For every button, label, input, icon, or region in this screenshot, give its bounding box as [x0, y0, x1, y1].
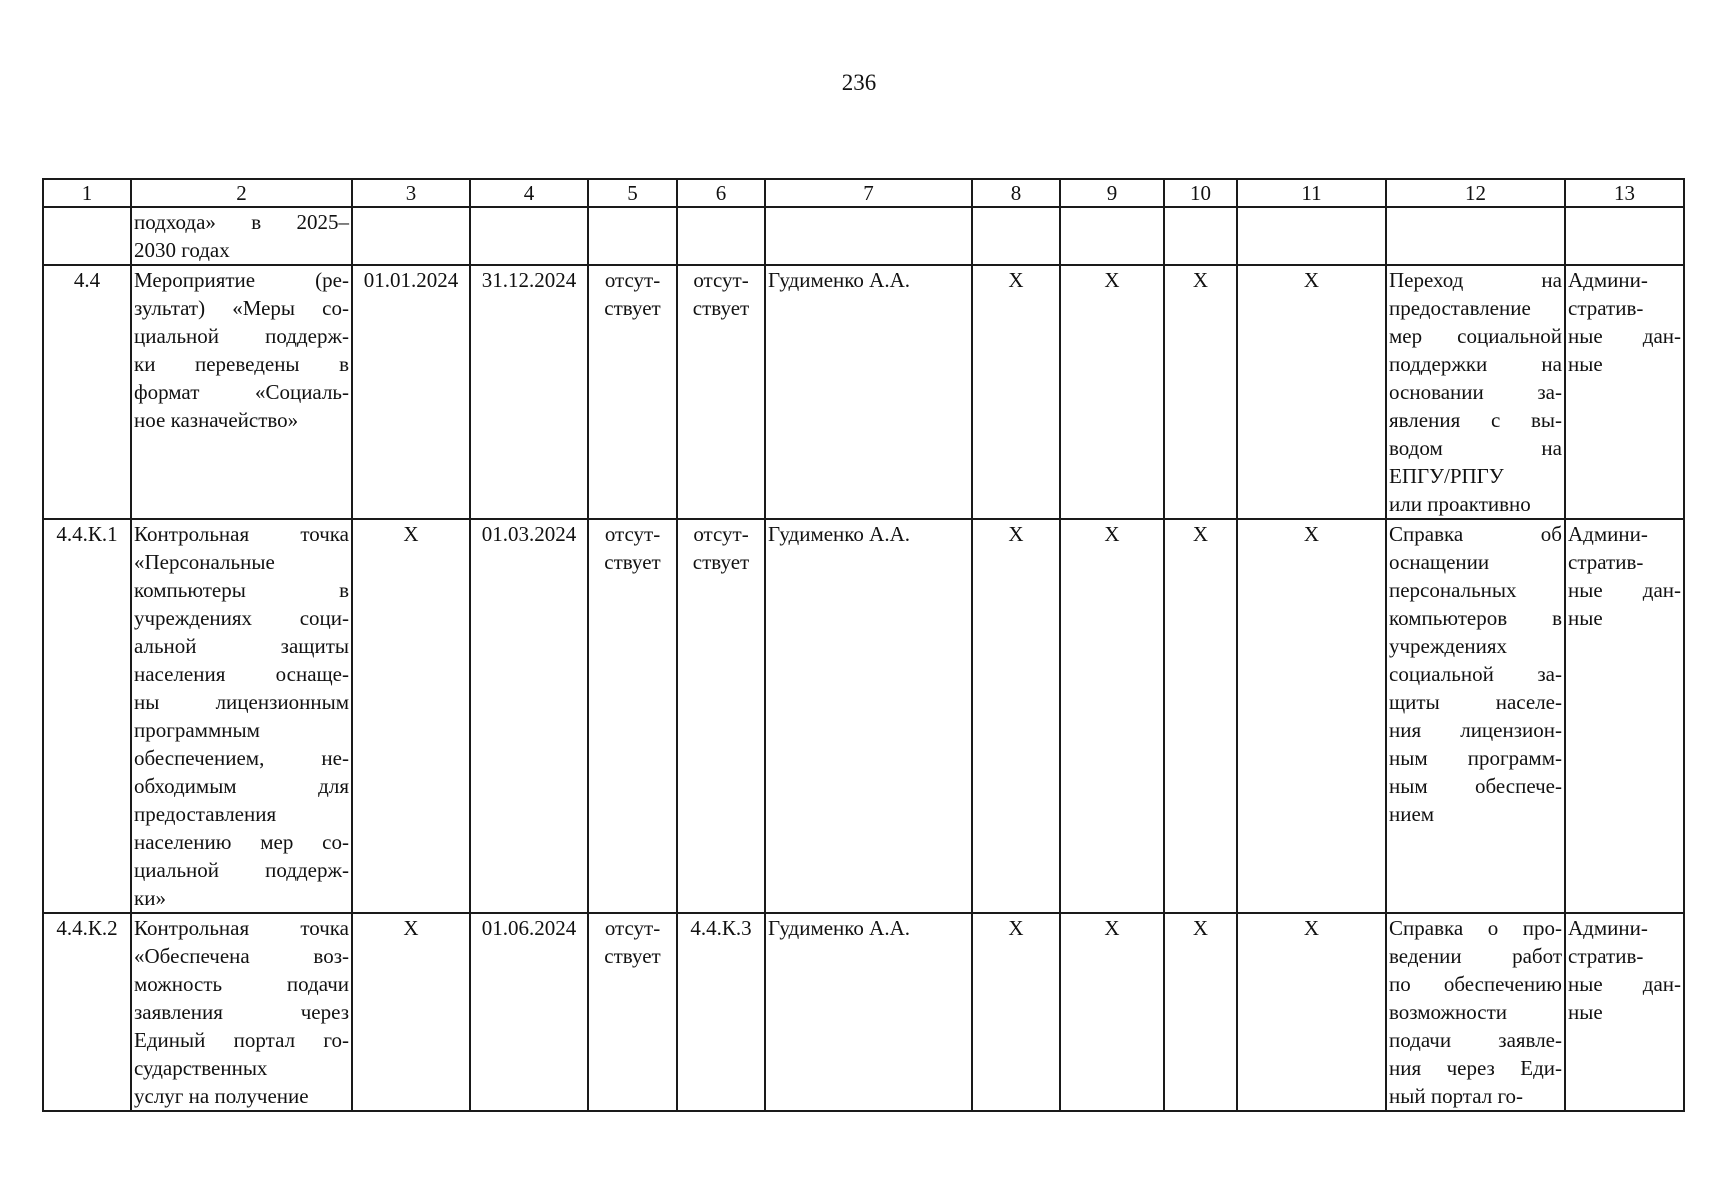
- responsible: Гудименко А.А.: [765, 913, 972, 1111]
- cell-line: компьютеров в: [1389, 606, 1562, 630]
- start-date: [352, 207, 470, 265]
- cell-line: основании за-: [1389, 380, 1562, 404]
- col-11: [1237, 207, 1386, 265]
- cell-line: подачи заявле-: [1389, 1028, 1562, 1052]
- cell-line: населения оснаще-: [134, 662, 349, 686]
- cell-line: ЕПГУ/РПГУ: [1389, 464, 1504, 488]
- measure-name: [131, 265, 352, 519]
- header-cell-10: 10: [1164, 179, 1237, 207]
- col-10: [1164, 207, 1237, 265]
- end-date: 01.03.2024: [470, 519, 588, 913]
- cell-line: водом на: [1389, 436, 1562, 460]
- cell-line: Контрольная точка: [134, 522, 349, 546]
- cell-line: циальной поддерж-: [134, 858, 349, 882]
- col-8: X: [972, 519, 1060, 913]
- cell-line: ным обеспече-: [1389, 774, 1562, 798]
- col-9: X: [1060, 519, 1164, 913]
- cell-line: поддержки на: [1389, 352, 1562, 376]
- cell-line: ствует: [692, 550, 750, 574]
- cell-line: Админи-: [1568, 522, 1648, 546]
- cell-line: предоставление: [1389, 296, 1531, 320]
- cell-line: Мероприятие (ре-: [134, 268, 349, 292]
- data-source: [1565, 265, 1684, 519]
- responsible: Гудименко А.А.: [765, 265, 972, 519]
- cell-line: ния через Еди-: [1389, 1056, 1562, 1080]
- col-8: [972, 207, 1060, 265]
- col-10: X: [1164, 265, 1237, 519]
- cell-line: населению мер со-: [134, 830, 349, 854]
- row-id: 4.4.К.2: [43, 913, 131, 1111]
- header-cell-3: 3: [352, 179, 470, 207]
- cell-line: предоставления: [134, 802, 277, 826]
- successor: 4.4.К.3: [677, 913, 765, 1111]
- cell-line: ный портал го-: [1389, 1084, 1524, 1108]
- cell-line: ные: [1568, 1000, 1603, 1024]
- col-10: X: [1164, 519, 1237, 913]
- cell-line: «Персональные: [134, 550, 275, 574]
- predecessor: [588, 519, 677, 913]
- predecessor: [588, 913, 677, 1111]
- cell-line: возможности: [1389, 1000, 1508, 1024]
- measure-name: [131, 207, 352, 265]
- successor: [677, 207, 765, 265]
- cell-line: социальной за-: [1389, 662, 1562, 686]
- header-row: [43, 179, 1684, 207]
- cell-line: ния лицензион-: [1389, 718, 1562, 742]
- table-row: [43, 265, 1684, 519]
- cell-line: Админи-: [1568, 916, 1648, 940]
- start-date: X: [352, 519, 470, 913]
- cell-line: персональных: [1389, 578, 1517, 602]
- cell-line: учреждениях: [1389, 634, 1508, 658]
- header-cell-6: 6: [677, 179, 765, 207]
- cell-line: ные дан-: [1568, 578, 1681, 602]
- start-date: X: [352, 913, 470, 1111]
- data-source: [1565, 207, 1684, 265]
- table-row: [43, 207, 1684, 265]
- row-id: 4.4.К.1: [43, 519, 131, 913]
- col-9: X: [1060, 913, 1164, 1111]
- cell-line: программным: [134, 718, 260, 742]
- header-cell-11: 11: [1237, 179, 1386, 207]
- cell-line: Контрольная точка: [134, 916, 349, 940]
- cell-line: отсут-: [604, 268, 661, 292]
- start-date: 01.01.2024: [352, 265, 470, 519]
- cell-line: стратив-: [1568, 550, 1644, 574]
- end-date: 31.12.2024: [470, 265, 588, 519]
- cell-line: компьютеры в: [134, 578, 349, 602]
- cell-line: ствует: [692, 296, 750, 320]
- header-cell-9: 9: [1060, 179, 1164, 207]
- row-id: 4.4: [43, 265, 131, 519]
- cell-line: альной защиты: [134, 634, 349, 658]
- cell-line: щиты населе-: [1389, 690, 1562, 714]
- table-row: [43, 519, 1684, 913]
- header-cell-8: 8: [972, 179, 1060, 207]
- header-cell-13: 13: [1565, 179, 1684, 207]
- result-description: [1386, 913, 1565, 1111]
- cell-line: 2030 годах: [134, 238, 230, 262]
- cell-line: ствует: [604, 550, 661, 574]
- cell-line: зультат) «Меры со-: [134, 296, 349, 320]
- cell-line: ное казначейство»: [134, 408, 299, 432]
- header-cell-5: 5: [588, 179, 677, 207]
- result-description: [1386, 265, 1565, 519]
- cell-line: услуг на получение: [134, 1084, 309, 1108]
- result-description: [1386, 207, 1565, 265]
- col-8: X: [972, 913, 1060, 1111]
- cell-line: ные: [1568, 352, 1603, 376]
- cell-line: ным программ-: [1389, 746, 1562, 770]
- col-8: X: [972, 265, 1060, 519]
- successor: [677, 265, 765, 519]
- cell-line: заявления через: [134, 1000, 349, 1024]
- page-number: 236: [841, 70, 877, 95]
- cell-line: отсут-: [604, 522, 661, 546]
- col-9: X: [1060, 265, 1164, 519]
- cell-line: отсут-: [693, 522, 749, 546]
- cell-line: подхода» в 2025–: [134, 210, 349, 234]
- data-source: [1565, 913, 1684, 1111]
- result-description: [1386, 519, 1565, 913]
- row-id: [43, 207, 131, 265]
- cell-line: ки переведены в: [134, 352, 349, 376]
- cell-line: сударственных: [134, 1056, 268, 1080]
- cell-line: Единый портал го-: [134, 1028, 349, 1052]
- data-source: [1565, 519, 1684, 913]
- cell-line: Справка о про-: [1389, 916, 1562, 940]
- cell-line: отсут-: [604, 916, 661, 940]
- cell-line: нием: [1389, 802, 1435, 826]
- table-row: [43, 913, 1684, 1111]
- cell-line: стратив-: [1568, 296, 1644, 320]
- cell-line: отсут-: [693, 268, 749, 292]
- header-cell-1: 1: [43, 179, 131, 207]
- cell-line: ны лицензионным: [134, 690, 349, 714]
- cell-line: обходимым для: [134, 774, 349, 798]
- table-body: [43, 179, 1684, 1111]
- cell-line: учреждениях соци-: [134, 606, 349, 630]
- cell-line: ствует: [604, 944, 661, 968]
- col-10: X: [1164, 913, 1237, 1111]
- cell-line: или проактивно: [1389, 492, 1531, 516]
- responsible: Гудименко А.А.: [765, 519, 972, 913]
- cell-line: Админи-: [1568, 268, 1648, 292]
- predecessor: [588, 207, 677, 265]
- col-9: [1060, 207, 1164, 265]
- cell-line: оснащении: [1389, 550, 1490, 574]
- cell-line: ведении работ: [1389, 944, 1562, 968]
- cell-line: по обеспечению: [1389, 972, 1562, 996]
- col-11: X: [1237, 265, 1386, 519]
- measures-table: [42, 178, 1685, 1112]
- cell-line: формат «Социаль-: [134, 380, 349, 404]
- cell-line: стратив-: [1568, 944, 1644, 968]
- cell-line: можность подачи: [134, 972, 349, 996]
- cell-line: циальной поддерж-: [134, 324, 349, 348]
- cell-line: ки»: [134, 886, 166, 910]
- successor: [677, 519, 765, 913]
- measure-name: [131, 913, 352, 1111]
- cell-line: мер социальной: [1389, 324, 1562, 348]
- header-cell-12: 12: [1386, 179, 1565, 207]
- cell-line: «Обеспечена воз-: [134, 944, 349, 968]
- cell-line: ные дан-: [1568, 324, 1681, 348]
- cell-line: Справка об: [1389, 522, 1562, 546]
- cell-line: ствует: [604, 296, 661, 320]
- responsible: [765, 207, 972, 265]
- header-cell-4: 4: [470, 179, 588, 207]
- predecessor: [588, 265, 677, 519]
- measure-name: [131, 519, 352, 913]
- header-cell-2: 2: [131, 179, 352, 207]
- header-cell-7: 7: [765, 179, 972, 207]
- cell-line: явления с вы-: [1389, 408, 1562, 432]
- cell-line: ные: [1568, 606, 1603, 630]
- end-date: 01.06.2024: [470, 913, 588, 1111]
- col-11: X: [1237, 519, 1386, 913]
- cell-line: обеспечением, не-: [134, 746, 349, 770]
- col-11: X: [1237, 913, 1386, 1111]
- cell-line: Переход на: [1389, 268, 1562, 292]
- cell-line: ные дан-: [1568, 972, 1681, 996]
- end-date: [470, 207, 588, 265]
